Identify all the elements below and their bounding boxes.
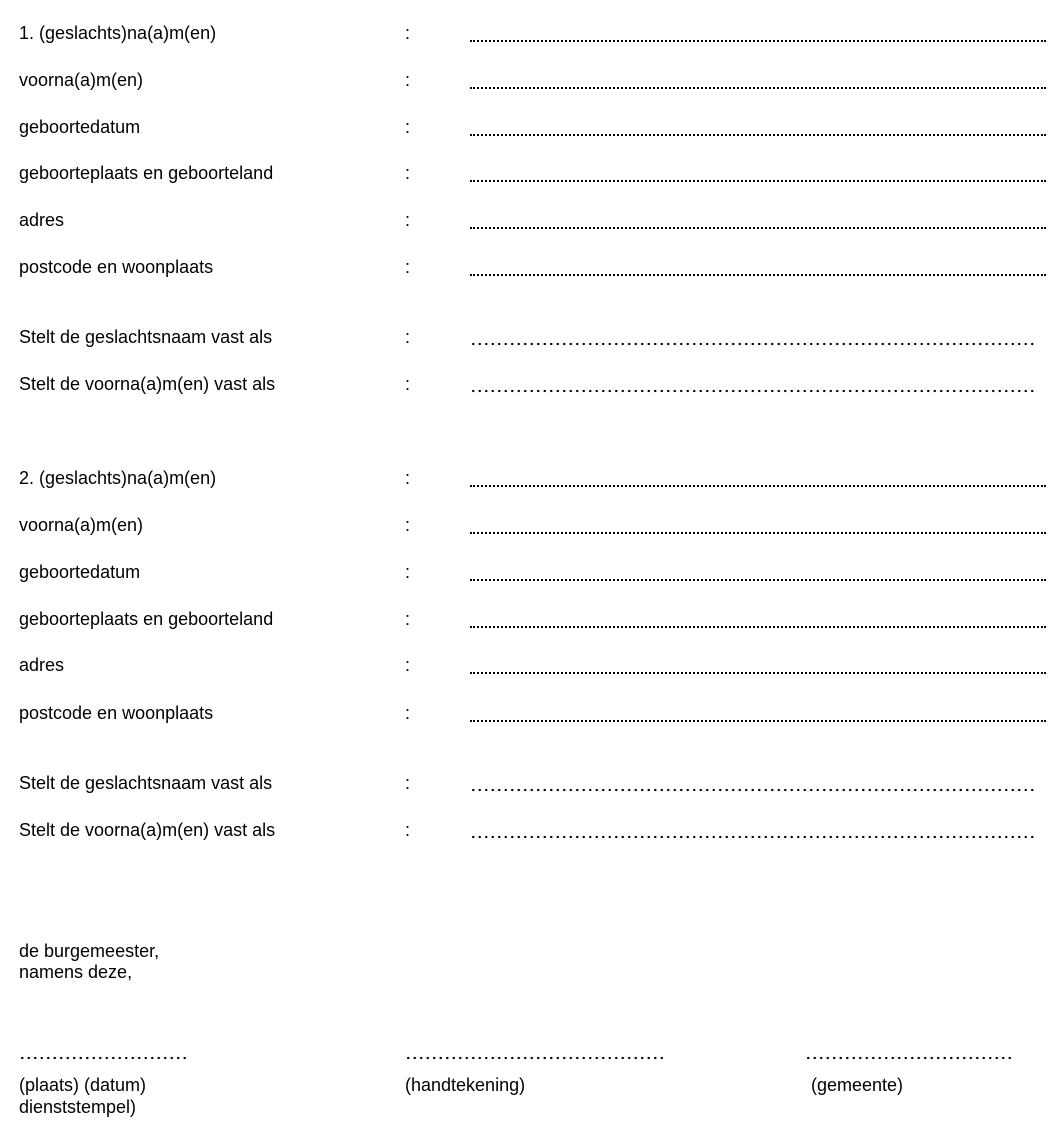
municipality-line[interactable]	[805, 1040, 1012, 1060]
place-date-label: (plaats) (datum)	[19, 1075, 147, 1095]
p2-firstname-label: voorna(a)m(en)	[19, 515, 144, 535]
p1-birthplace-row	[0, 162, 1063, 184]
p2-postcode-colon: :	[405, 703, 411, 723]
municipality-label: (gemeente)	[811, 1075, 904, 1095]
p1-birthdate-row	[0, 116, 1063, 138]
p1-set-surname-colon: :	[405, 327, 411, 347]
p2-postcode-row	[0, 702, 1063, 724]
p1-address-colon: :	[405, 210, 411, 230]
p1-set-firstname-colon: :	[405, 374, 411, 394]
p2-firstname-row	[0, 514, 1063, 536]
p1-birthdate-colon: :	[405, 117, 411, 137]
p1-surname-field[interactable]	[470, 22, 1046, 42]
p2-firstname-field[interactable]	[470, 514, 1046, 534]
p2-set-surname-label: Stelt de geslachtsnaam vast als	[19, 773, 273, 793]
p2-surname-label: 2. (geslachts)na(a)m(en)	[19, 468, 217, 488]
p2-address-label: adres	[19, 655, 65, 675]
p1-birthdate-field[interactable]	[470, 116, 1046, 136]
p1-birthplace-field[interactable]	[470, 162, 1046, 182]
p2-set-surname-colon: :	[405, 773, 411, 793]
p1-set-firstname-label: Stelt de voorna(a)m(en) vast als	[19, 374, 276, 394]
p1-set-surname-label: Stelt de geslachtsnaam vast als	[19, 327, 273, 347]
p1-set-surname-row	[0, 326, 1063, 348]
p1-address-row	[0, 209, 1063, 231]
p1-set-firstname-row	[0, 373, 1063, 395]
p2-firstname-colon: :	[405, 515, 411, 535]
signature-line[interactable]	[405, 1040, 667, 1060]
p2-surname-row	[0, 467, 1063, 489]
p2-postcode-label: postcode en woonplaats	[19, 703, 214, 723]
p1-birthplace-label: geboorteplaats en geboorteland	[19, 163, 274, 183]
p2-birthplace-label: geboorteplaats en geboorteland	[19, 609, 274, 629]
p1-surname-label: 1. (geslachts)na(a)m(en)	[19, 23, 217, 43]
p2-birthplace-colon: :	[405, 609, 411, 629]
p2-set-firstname-row	[0, 819, 1063, 841]
p2-set-firstname-field[interactable]	[470, 819, 1037, 839]
place-date-line[interactable]	[19, 1040, 189, 1060]
p1-address-label: adres	[19, 210, 65, 230]
official-title-line2: namens deze,	[19, 962, 133, 982]
p2-postcode-field[interactable]	[470, 702, 1046, 722]
p2-birthplace-row	[0, 608, 1063, 630]
p2-set-surname-field[interactable]	[470, 772, 1037, 792]
p2-birthdate-field[interactable]	[470, 561, 1046, 581]
p2-birthdate-colon: :	[405, 562, 411, 582]
p1-postcode-row	[0, 256, 1063, 278]
stamp-label: dienststempel)	[19, 1097, 137, 1117]
p1-surname-row	[0, 22, 1063, 44]
p1-set-surname-field[interactable]	[470, 326, 1037, 346]
p2-surname-colon: :	[405, 468, 411, 488]
p1-firstname-row	[0, 69, 1063, 91]
official-title-line1: de burgemeester,	[19, 941, 160, 961]
p1-postcode-colon: :	[405, 257, 411, 277]
p2-address-colon: :	[405, 655, 411, 675]
p2-surname-field[interactable]	[470, 467, 1046, 487]
p2-set-firstname-label: Stelt de voorna(a)m(en) vast als	[19, 820, 276, 840]
p1-address-field[interactable]	[470, 209, 1046, 229]
p2-birthdate-label: geboortedatum	[19, 562, 141, 582]
p1-set-firstname-field[interactable]	[470, 373, 1037, 393]
p2-birthdate-row	[0, 561, 1063, 583]
p2-address-field[interactable]	[470, 654, 1046, 674]
p2-set-firstname-colon: :	[405, 820, 411, 840]
p1-postcode-field[interactable]	[470, 256, 1046, 276]
signature-label: (handtekening)	[405, 1075, 526, 1095]
p1-firstname-label: voorna(a)m(en)	[19, 70, 144, 90]
p1-surname-colon: :	[405, 23, 411, 43]
p1-firstname-field[interactable]	[470, 69, 1046, 89]
p1-birthdate-label: geboortedatum	[19, 117, 141, 137]
p2-set-surname-row	[0, 772, 1063, 794]
p2-address-row	[0, 654, 1063, 676]
p1-firstname-colon: :	[405, 70, 411, 90]
p1-birthplace-colon: :	[405, 163, 411, 183]
p2-birthplace-field[interactable]	[470, 608, 1046, 628]
p1-postcode-label: postcode en woonplaats	[19, 257, 214, 277]
